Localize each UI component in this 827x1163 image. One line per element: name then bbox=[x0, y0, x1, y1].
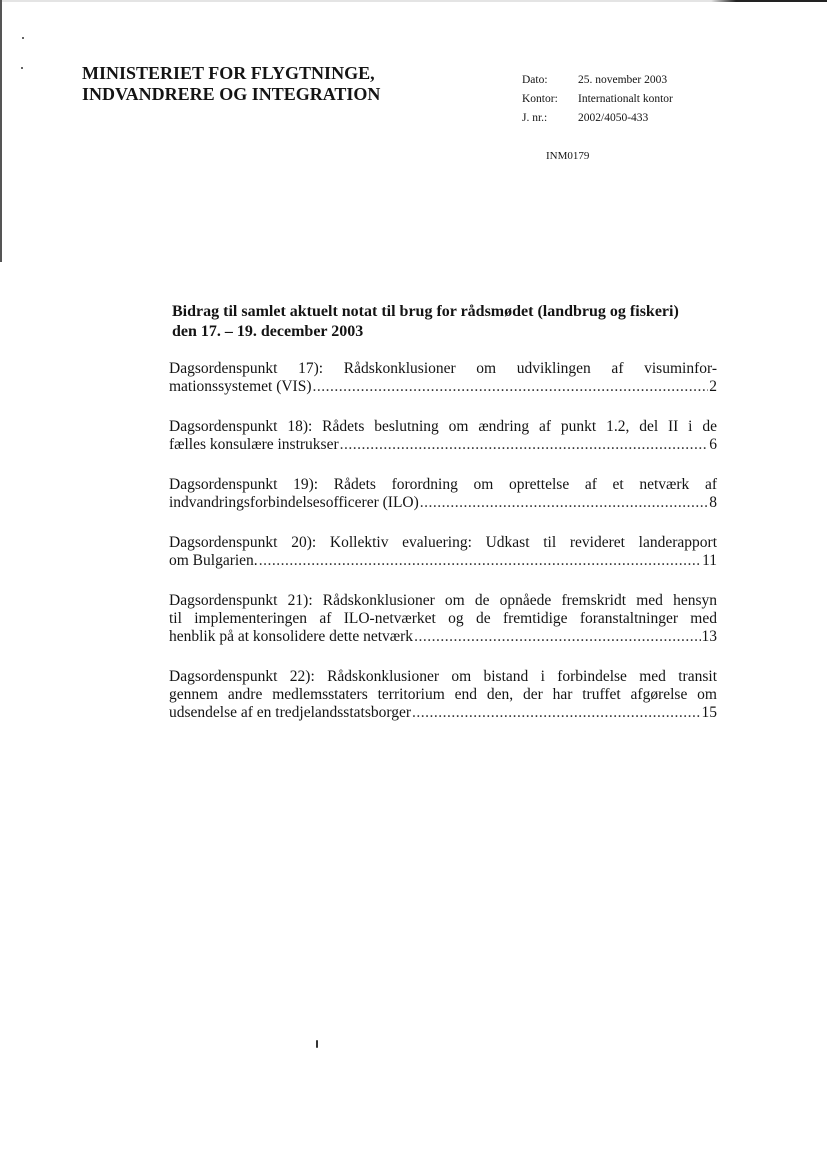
toc-line: udsendelse af en tredjelandsstatsborger bbox=[169, 704, 412, 721]
meta-value: Internationalt kontor bbox=[578, 93, 673, 105]
scan-speck bbox=[22, 37, 24, 39]
toc-entry-end bbox=[169, 436, 717, 454]
meta-label: Dato: bbox=[522, 74, 548, 86]
ministry-line-2: INDVANDRERE OG INTEGRATION bbox=[82, 84, 381, 104]
toc-line: indvandringsforbindelsesofficerer (ILO) bbox=[169, 494, 419, 511]
toc-line: henblik på at konsolidere dette netværk bbox=[169, 628, 414, 645]
toc-item-20 bbox=[169, 534, 717, 570]
toc-item-22 bbox=[169, 668, 717, 722]
page-number: 2 bbox=[709, 378, 717, 395]
page-number: 6 bbox=[709, 436, 717, 453]
toc-line: Dagsordenspunkt 21): Rådskonklusioner om de opnåede fremskridt med hensyn bbox=[169, 592, 717, 609]
toc-line: til implementeringen af ILO-netværket og de fremtidige foranstaltninger med bbox=[169, 610, 717, 627]
toc-entry-end bbox=[169, 378, 717, 396]
dot-leader bbox=[313, 378, 709, 396]
toc-entry-end bbox=[169, 494, 717, 512]
meta-row-date bbox=[522, 71, 673, 90]
toc-line: mationssystemet (VIS) bbox=[169, 378, 312, 395]
dot-leader bbox=[259, 552, 701, 570]
toc-line: fælles konsulære instrukser bbox=[169, 436, 339, 453]
scan-speck bbox=[21, 67, 23, 69]
scan-speck bbox=[316, 1040, 318, 1048]
toc-item-18 bbox=[169, 418, 717, 454]
toc-line: Dagsordenspunkt 22): Rådskonklusioner om bistand i forbindelse med transit bbox=[169, 668, 717, 685]
document-meta bbox=[522, 71, 673, 128]
toc-item-19 bbox=[169, 476, 717, 512]
dot-leader bbox=[420, 494, 708, 512]
meta-label: J. nr.: bbox=[522, 112, 548, 124]
page-number: 13 bbox=[701, 628, 717, 645]
dot-leader bbox=[414, 628, 700, 646]
toc-line: Dagsordenspunkt 17): Rådskonklusioner om udviklingen af visuminfor- bbox=[169, 360, 717, 377]
page-number: 11 bbox=[702, 552, 717, 569]
toc-line: Dagsordenspunkt 18): Rådets beslutning om ændring af punkt 1.2, del II i de bbox=[169, 418, 717, 435]
toc-line: Dagsordenspunkt 20): Kollektiv evaluering: Udkast til revideret landerapport bbox=[169, 534, 717, 551]
toc-entry-end bbox=[169, 552, 717, 570]
document-code: INM0179 bbox=[546, 150, 590, 162]
meta-label: Kontor: bbox=[522, 93, 558, 105]
dot-leader bbox=[412, 704, 700, 722]
scan-edge-top bbox=[0, 0, 827, 2]
meta-row-journal bbox=[522, 109, 673, 128]
ministry-line-1: MINISTERIET FOR FLYGTNINGE, bbox=[82, 63, 375, 83]
toc-entry-end bbox=[169, 628, 717, 646]
toc-item-17 bbox=[169, 360, 717, 396]
dot-leader bbox=[340, 436, 709, 454]
scan-edge-left bbox=[0, 0, 2, 262]
toc-line: Dagsordenspunkt 19): Rådets forordning om oprettelse af et netværk af bbox=[169, 476, 717, 493]
page-number: 8 bbox=[709, 494, 717, 511]
meta-value: 2002/4050-433 bbox=[578, 112, 649, 124]
toc-line: om Bulgarien. bbox=[169, 552, 258, 569]
ministry-name bbox=[82, 63, 380, 105]
page-number: 15 bbox=[701, 704, 717, 721]
meta-row-office bbox=[522, 90, 673, 109]
table-of-contents bbox=[169, 360, 717, 744]
toc-entry-end bbox=[169, 704, 717, 722]
title-line-2: den 17. – 19. december 2003 bbox=[172, 323, 364, 340]
document-title bbox=[172, 302, 719, 342]
meta-value: 25. november 2003 bbox=[578, 74, 668, 86]
title-line-1: Bidrag til samlet aktuelt notat til brug for rådsmødet (landbrug og fiskeri) bbox=[172, 303, 679, 320]
toc-item-21 bbox=[169, 592, 717, 646]
toc-line: gennem andre medlemsstaters territorium end den, der har truffet afgørelse om bbox=[169, 686, 717, 703]
